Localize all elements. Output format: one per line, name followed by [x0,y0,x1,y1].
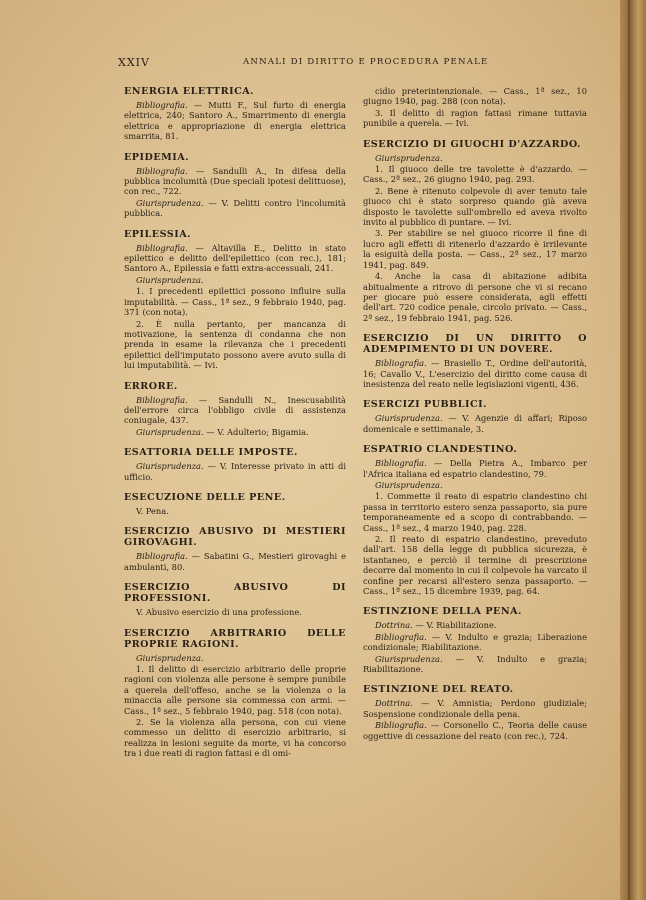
index-entry [124,526,346,572]
index-entry [124,381,346,438]
page-number: XXIV [118,56,150,69]
entry-text: Giurisprudenza. — V. Delitti contro l'incolumità pubblica. [124,197,346,219]
entry-heading: ESERCIZIO ABUSIVO DI MESTIERI GIROVAGHI. [124,526,346,549]
entry-text: V. Pena. [136,505,169,516]
entry-heading: ESPATRIO CLANDESTINO. [363,444,518,456]
entry-heading: ESTINZIONE DEL REATO. [363,684,514,696]
entry-text: Dottrina. — V. Riabilitazione. [375,620,497,631]
entry-text: 1. Il delitto di esercizio arbitrario delle proprie ragioni con violenza alle persone è sempre punibile a querela dell'offeso, anche se la violenza o la minaccia alle persone sia commessa con armi. — Cass., 1ª sez., 5 febbraio 1940, pag. 518 (con nota). [124,664,346,716]
entry-heading: ESTINZIONE DELLA PENA. [363,606,522,618]
entry-text: Bibliografia. — V. Indulto e grazia; Liberazione condizionale; Riabilitazione. [363,631,587,653]
index-entry [363,399,587,434]
index-entry [124,628,346,759]
entry-heading: EPILESSIA. [124,228,191,240]
entry-heading: ERRORE. [124,380,178,392]
entry-heading: EPIDEMIA. [124,151,190,163]
entry-text: Giurisprudenza. [136,652,204,663]
entry-heading: ESECUZIONE DELLE PENE. [124,491,286,503]
running-header [118,56,603,70]
entry-text: Dottrina. — V. Amnistia; Perdono giudiziale; Sospensione condizionale della pena. [363,698,587,719]
index-entry [363,86,587,129]
page-edge [620,0,646,900]
entry-heading: ENERGIA ELETTRICA. [124,86,255,97]
index-entry [363,333,587,389]
entry-text: Bibliografia. — Mutti F., Sul furto di energia elettrica, 240; Santoro A., Smarrimento di energia elettrica e appropriazione di energia elettrica smarrita, 81. [124,100,346,142]
index-entry [363,139,587,324]
index-entry [124,492,346,516]
index-entry [124,86,346,142]
entry-text: Bibliografia. — Brasiello T., Ordine dell'autorità, 16; Cavallo V., L'esercizio del diritto come causa di inesistenza del reato nelle legislazioni vigenti, 436. [363,358,587,389]
entry-text: 2. Se la violenza alla persona, con cui viene commesso un delitto di esercizio arbitrario, si realizza in lesioni seguite da morte, vi ha concorso tra i due reati di ragion fattasi e di omi- [124,717,346,759]
entry-heading: ESERCIZIO DI UN DIRITTO O ADEMPIMENTO DI UN DOVERE. [363,333,587,356]
entry-text: cidio preterintenzionale. — Cass., 1ª sez., 10 giugno 1940, pag. 288 (con nota). [363,86,587,107]
index-entry [124,582,346,617]
entry-text: Giurisprudenza. [136,274,204,285]
entry-text: 2. Il reato di espatrio clandestino, preveduto dall'art. 158 della legge di pubblica sicurezza, è istantaneo, e perciò il termine di prescrizione decorre dal momento in cui il colpevole ha varcato il confine per recarsi all'estero senza passaporto. — Cass., 1ª sez., 15 dicembre 1939, pag. 64. [363,534,587,597]
entry-text: Giurisprudenza. [375,479,443,490]
entry-text: 2. Bene è ritenuto colpevole di aver tenuto tale giuoco chi è stato sorpreso quando già aveva disposto le tavolette sull'ombrello ed aveva rivolto invito al pubblico di puntare. — Ivi. [363,185,587,228]
index-entry [363,684,587,741]
entry-heading: ESERCIZIO DI GIUOCHI D'AZZARDO. [363,138,581,150]
right-column [363,86,587,751]
entry-text: Giurisprudenza. — V. Indulto e grazia; Riabilitazione. [363,653,587,675]
index-entry [124,447,346,482]
entry-text: 3. Il delitto di ragion fattasi rimane tuttavia punibile a querela. — Ivi. [363,107,587,129]
entry-text: 3. Per stabilire se nel giuoco ricorre il fine di lucro agli effetti di ritenerlo d'azzardo è irrilevante la esiguità della posta. — Cass., 2ª sez., 17 marzo 1941, pag. 849. [363,228,587,270]
entry-text: Bibliografia. — Sabatini G., Mestieri girovaghi e ambulanti, 80. [124,551,346,572]
entry-text: Giurisprudenza. — V. Interesse privato in atti di ufficio. [124,461,346,482]
entry-text: Giurisprudenza. — V. Adulterio; Bigamia. [136,426,309,437]
entry-heading: ESERCIZIO ARBITRARIO DELLE PROPRIE RAGIONI. [124,627,346,650]
index-entry [124,229,346,371]
entry-text: 1. Il giuoco delle tre tavolette è d'azzardo. — Cass., 2ª sez., 26 giugno 1940, pag. 293. [363,164,587,185]
entry-text: Giurisprudenza. [375,152,443,163]
entry-text: 1. Commette il reato di espatrio clandestino chi passa in territorio estero senza passaporto, sia pure temporaneamente ed a scopo di contrabbando. — Cass., 1ª sez., 4 marzo 1940, pag. 228. [363,491,587,533]
entry-text: Bibliografia. — Della Pietra A., Imbarco per l'Africa italiana ed espatrio clandestino, 79. [363,458,587,479]
left-column [124,86,346,769]
entry-heading: ESATTORIA DELLE IMPOSTE. [124,447,298,459]
index-entry [124,152,346,219]
entry-text: Bibliografia. — Sandulli A., In difesa della pubblica incolumità (Due speciali ipotesi delittuose), con rec., 722. [124,165,346,197]
entry-heading: ESERCIZIO ABUSIVO DI PROFESSIONI. [124,582,346,605]
entry-text: 2. È nulla pertanto, per mancanza di motivazione, la sentenza di condanna che non prenda in esame la rilevanza che i precedenti epilettici dell'imputato possono avere avuto sulla di lui imputabilità. — Ivi. [124,318,346,371]
entry-text: Bibliografia. — Altavilla E., Delitto in stato epilettico e delitto dell'epilettico (con rec.), 181; Santoro A., Epilessia e fatti extra-accessuali, 241. [124,242,346,274]
entry-text: 4. Anche la casa di abitazione adibita abitualmente a ritrovo di persone che vi si recano per giocare può essere considerata, agli effetti dell'art. 720 codice penale, circolo privato. — Cass., 2ª sez., 19 febbraio 1941, pag. 526. [363,271,587,323]
running-title: ANNALI DI DIRITTO E PROCEDURA PENALE [243,57,489,67]
entry-text: Bibliografia. — Corsonello C., Teoria delle cause oggettive di cessazione del reato (con rec.), 724. [363,720,587,741]
entry-text: V. Abusivo esercizio di una professione. [136,607,302,618]
index-entry [363,606,587,674]
entry-text: Giurisprudenza. — V. Agenzie di affari; Riposo domenicale e settimanale, 3. [363,413,587,434]
entry-text: 1. I precedenti epilettici possono influire sulla imputabilità. — Cass., 1ª sez., 9 febbraio 1940, pag. 371 (con nota). [124,286,346,318]
entry-text: Bibliografia. — Sandulli N., Inescusabilità dell'errore circa l'obbligo civile di assistenza coniugale, 437. [124,394,346,426]
entry-heading: ESERCIZI PUBBLICI. [363,399,487,411]
index-entry [363,444,587,596]
